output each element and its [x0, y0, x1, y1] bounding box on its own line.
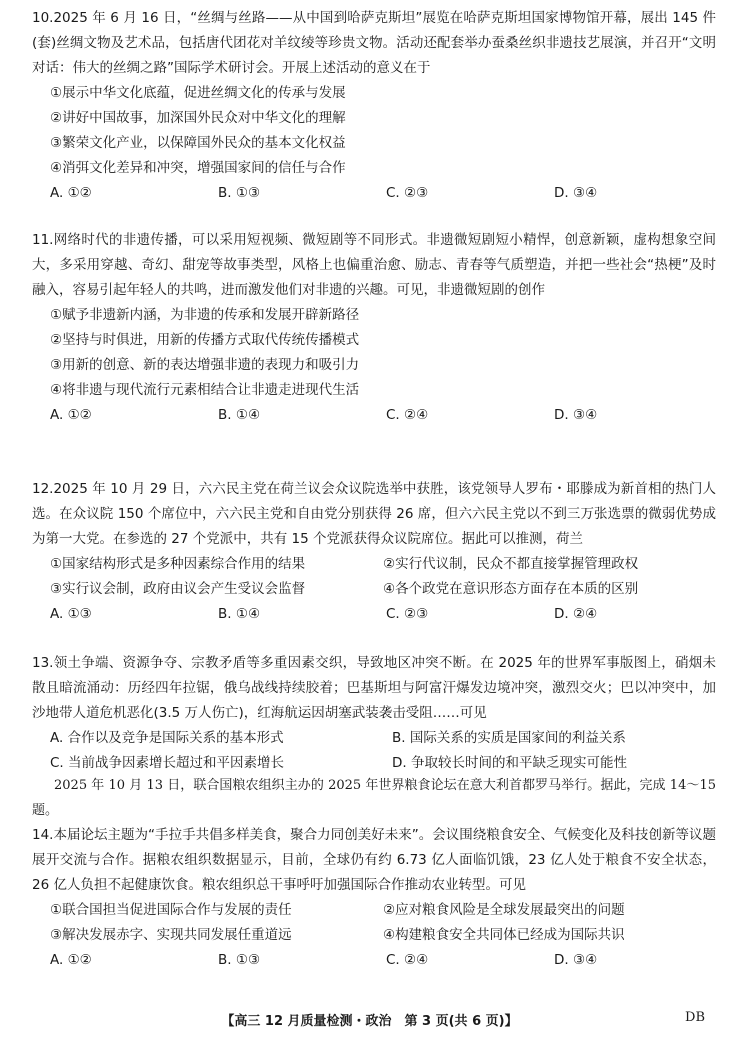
footer-code: DB [685, 1010, 705, 1025]
option-1: ①赋予非遗新内涵，为非遗的传承和发展开辟新路径 [50, 307, 360, 323]
group-intro: 2025 年 10 月 13 日，联合国粮农组织主办的 2025 年世界粮食论坛在意大利首都罗马举行。据此，完成 14～15 题。 [32, 778, 716, 818]
choice-b: B. ①③ [218, 185, 261, 201]
answer-choices [32, 602, 716, 627]
question-stem: 11.网络时代的非遗传播，可以采用短视频、微短剧等不同形式。非遗微短剧短小精悍，创意新颖，虚构想象空间大，多采用穿越、奇幻、甜宠等故事类型，风格上也偏重治愈、励志、青春等气质塑造，并把一些社会“热梗”及时融入，容易引起年轻人的共鸣，进而激发他们对非遗的兴趣。可见，非遗微短剧的创作 [32, 232, 716, 298]
choice-a: A. ①② [50, 952, 92, 968]
answer-choices [32, 726, 716, 776]
option-2: ②实行代议制，民众不都直接掌握管理政权 [383, 556, 639, 572]
choice-a: A. 合作以及竞争是国际关系的基本形式 [50, 730, 284, 746]
footer-title: 【高三 12 月质量检测・政治 第 3 页(共 6 页)】 [221, 1014, 518, 1029]
choice-c: C. ②③ [386, 606, 429, 622]
choice-b: B. ①③ [218, 952, 261, 968]
question-stem: 12.2025 年 10 月 29 日，六六民主党在荷兰议会众议院选举中获胜，该党领导人罗布・耶滕成为新首相的热门人选。在众议院 150 个席位中，六六民主党和自由党分别获得 26 席，但六六民主党以不到三万张选票的微弱优势成为第一大党。在参选的 27 个党派中，共有 15 个党派获得众议院席位。据此可以推测，荷兰 [32, 481, 716, 547]
choice-b: B. ①④ [218, 606, 261, 622]
question-stem: 14.本届论坛主题为“手拉手共倡多样美食，聚合力同创美好未来”。会议围绕粮食安全、气候变化及科技创新等议题展开交流与合作。据粮农组织数据显示，目前，全球仍有约 6.73 亿人面临饥饿，23 亿人处于粮食不安全状态，26 亿人负担不起健康饮食。粮农组织总干事呼吁加强国际合作推动农业转型。可见 [32, 827, 716, 893]
question-11 [32, 228, 716, 428]
choice-a: A. ①② [50, 407, 92, 423]
choice-d: D. ③④ [554, 185, 598, 201]
option-grid [32, 552, 716, 602]
choice-c: C. ②④ [386, 952, 429, 968]
choice-b: B. ①④ [218, 407, 261, 423]
option-1: ①国家结构形式是多种因素综合作用的结果 [50, 556, 306, 572]
choice-d: D. ③④ [554, 952, 598, 968]
answer-choices [32, 403, 716, 428]
option-1: ①展示中华文化底蕴，促进丝绸文化的传承与发展 [50, 85, 346, 101]
choice-a: A. ①② [50, 185, 92, 201]
option-2: ②应对粮食风险是全球发展最突出的问题 [383, 902, 625, 918]
choice-b: B. 国际关系的实质是国家间的利益关系 [392, 730, 626, 746]
choice-d: D. ②④ [554, 606, 598, 622]
option-4: ④各个政党在意识形态方面存在本质的区别 [383, 581, 639, 597]
option-3: ③繁荣文化产业，以保障国外民众的基本文化权益 [50, 135, 346, 151]
question-10 [32, 6, 716, 206]
choice-c: C. ②④ [386, 407, 429, 423]
option-grid [32, 898, 716, 948]
answer-choices [32, 181, 716, 206]
option-3: ③用新的创意、新的表达增强非遗的表现力和吸引力 [50, 357, 360, 373]
question-stem: 10.2025 年 6 月 16 日，“丝绸与丝路——从中国到哈萨克斯坦”展览在哈萨克斯坦国家博物馆开幕，展出 145 件(套)丝绸文物及艺术品，包括唐代团花对羊纹绫等珍贵文物。活动还配套举办蚕桑丝织非遗技艺展演，并召开“文明对话：伟大的丝绸之路”国际学术研讨会。开展上述活动的意义在于 [32, 10, 716, 76]
option-2: ②讲好中国故事，加深国外民众对中华文化的理解 [50, 110, 346, 126]
choice-d: D. ③④ [554, 407, 598, 423]
question-stem: 13.领土争端、资源争夺、宗教矛盾等多重因素交织，导致地区冲突不断。在 2025 年的世界军事版图上，硝烟未散且暗流涌动：历经四年拉锯，俄乌战线持续胶着；巴基斯坦与阿富汗爆发边境冲突，激烈交火；巴以冲突中，加沙地带人道危机恶化(3.5 万人伤亡)，红海航运因胡塞武装袭击受阻……可见 [32, 655, 716, 721]
option-4: ④消弭文化差异和冲突，增强国家间的信任与合作 [50, 160, 346, 176]
option-1: ①联合国担当促进国际合作与发展的责任 [50, 902, 292, 918]
choice-c: C. 当前战争因素增长超过和平因素增长 [50, 755, 285, 771]
option-4: ④构建粮食安全共同体已经成为国际共识 [383, 927, 625, 943]
option-3: ③实行议会制，政府由议会产生受议会监督 [50, 581, 306, 597]
question-14 [32, 823, 716, 973]
option-4: ④将非遗与现代流行元素相结合让非遗走进现代生活 [50, 382, 360, 398]
option-2: ②坚持与时俱进，用新的传播方式取代传统传播模式 [50, 332, 360, 348]
choice-a: A. ①③ [50, 606, 92, 622]
choice-d: D. 争取较长时间的和平缺乏现实可能性 [392, 755, 627, 771]
choice-c: C. ②③ [386, 185, 429, 201]
answer-choices [32, 948, 716, 973]
option-3: ③解决发展赤字、实现共同发展任重道远 [50, 927, 292, 943]
question-13 [32, 651, 716, 776]
question-12 [32, 477, 716, 627]
